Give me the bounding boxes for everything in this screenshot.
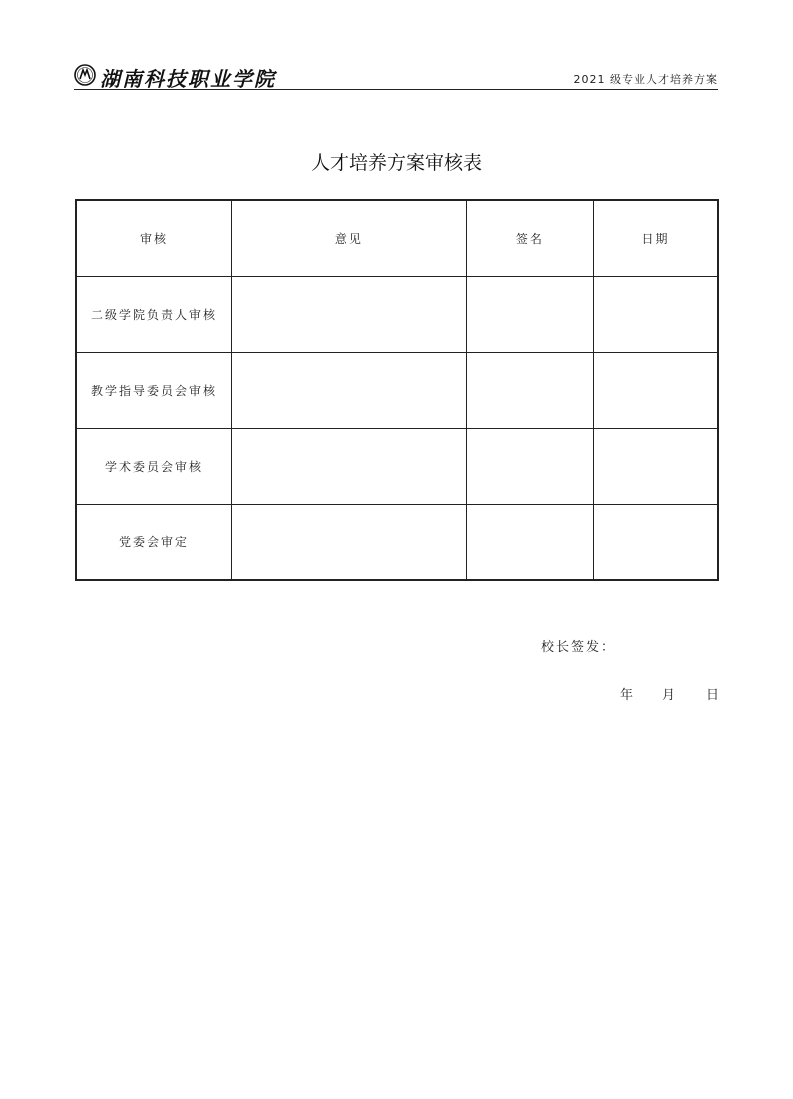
row-label: 教学指导委员会审核 xyxy=(76,352,231,428)
header-signature: 签名 xyxy=(466,200,593,276)
header-review: 审核 xyxy=(76,200,231,276)
opinion-cell[interactable] xyxy=(231,352,466,428)
header-divider xyxy=(74,89,718,90)
table-row xyxy=(76,276,718,352)
row-label: 二级学院负责人审核 xyxy=(76,276,231,352)
table-header-row xyxy=(76,200,718,276)
date-cell[interactable] xyxy=(594,276,718,352)
page-title: 人才培养方案审核表 xyxy=(310,152,482,174)
table-row xyxy=(76,504,718,580)
opinion-cell[interactable] xyxy=(231,276,466,352)
date-day-label: 日 xyxy=(706,688,720,703)
review-table xyxy=(75,199,719,581)
signature-cell[interactable] xyxy=(466,276,593,352)
opinion-cell[interactable] xyxy=(231,428,466,504)
header-opinion: 意见 xyxy=(231,200,466,276)
row-label: 学术委员会审核 xyxy=(76,428,231,504)
principal-sign-label: 校长签发： xyxy=(541,640,617,655)
opinion-cell[interactable] xyxy=(231,504,466,580)
school-logo-icon xyxy=(74,64,96,86)
document-label: 2021 级专业人才培养方案 xyxy=(573,73,718,86)
signature-cell[interactable] xyxy=(466,428,593,504)
date-cell[interactable] xyxy=(594,428,718,504)
table-row xyxy=(76,352,718,428)
row-label: 党委会审定 xyxy=(76,504,231,580)
school-name: 湖南科技职业学院 xyxy=(100,67,276,91)
date-cell[interactable] xyxy=(594,504,718,580)
header-date: 日期 xyxy=(594,200,718,276)
signature-cell[interactable] xyxy=(466,504,593,580)
table-row xyxy=(76,428,718,504)
date-month-label: 月 xyxy=(662,688,676,703)
page-header xyxy=(74,62,718,90)
date-year-label: 年 xyxy=(620,688,634,703)
date-cell[interactable] xyxy=(594,352,718,428)
signature-cell[interactable] xyxy=(466,352,593,428)
